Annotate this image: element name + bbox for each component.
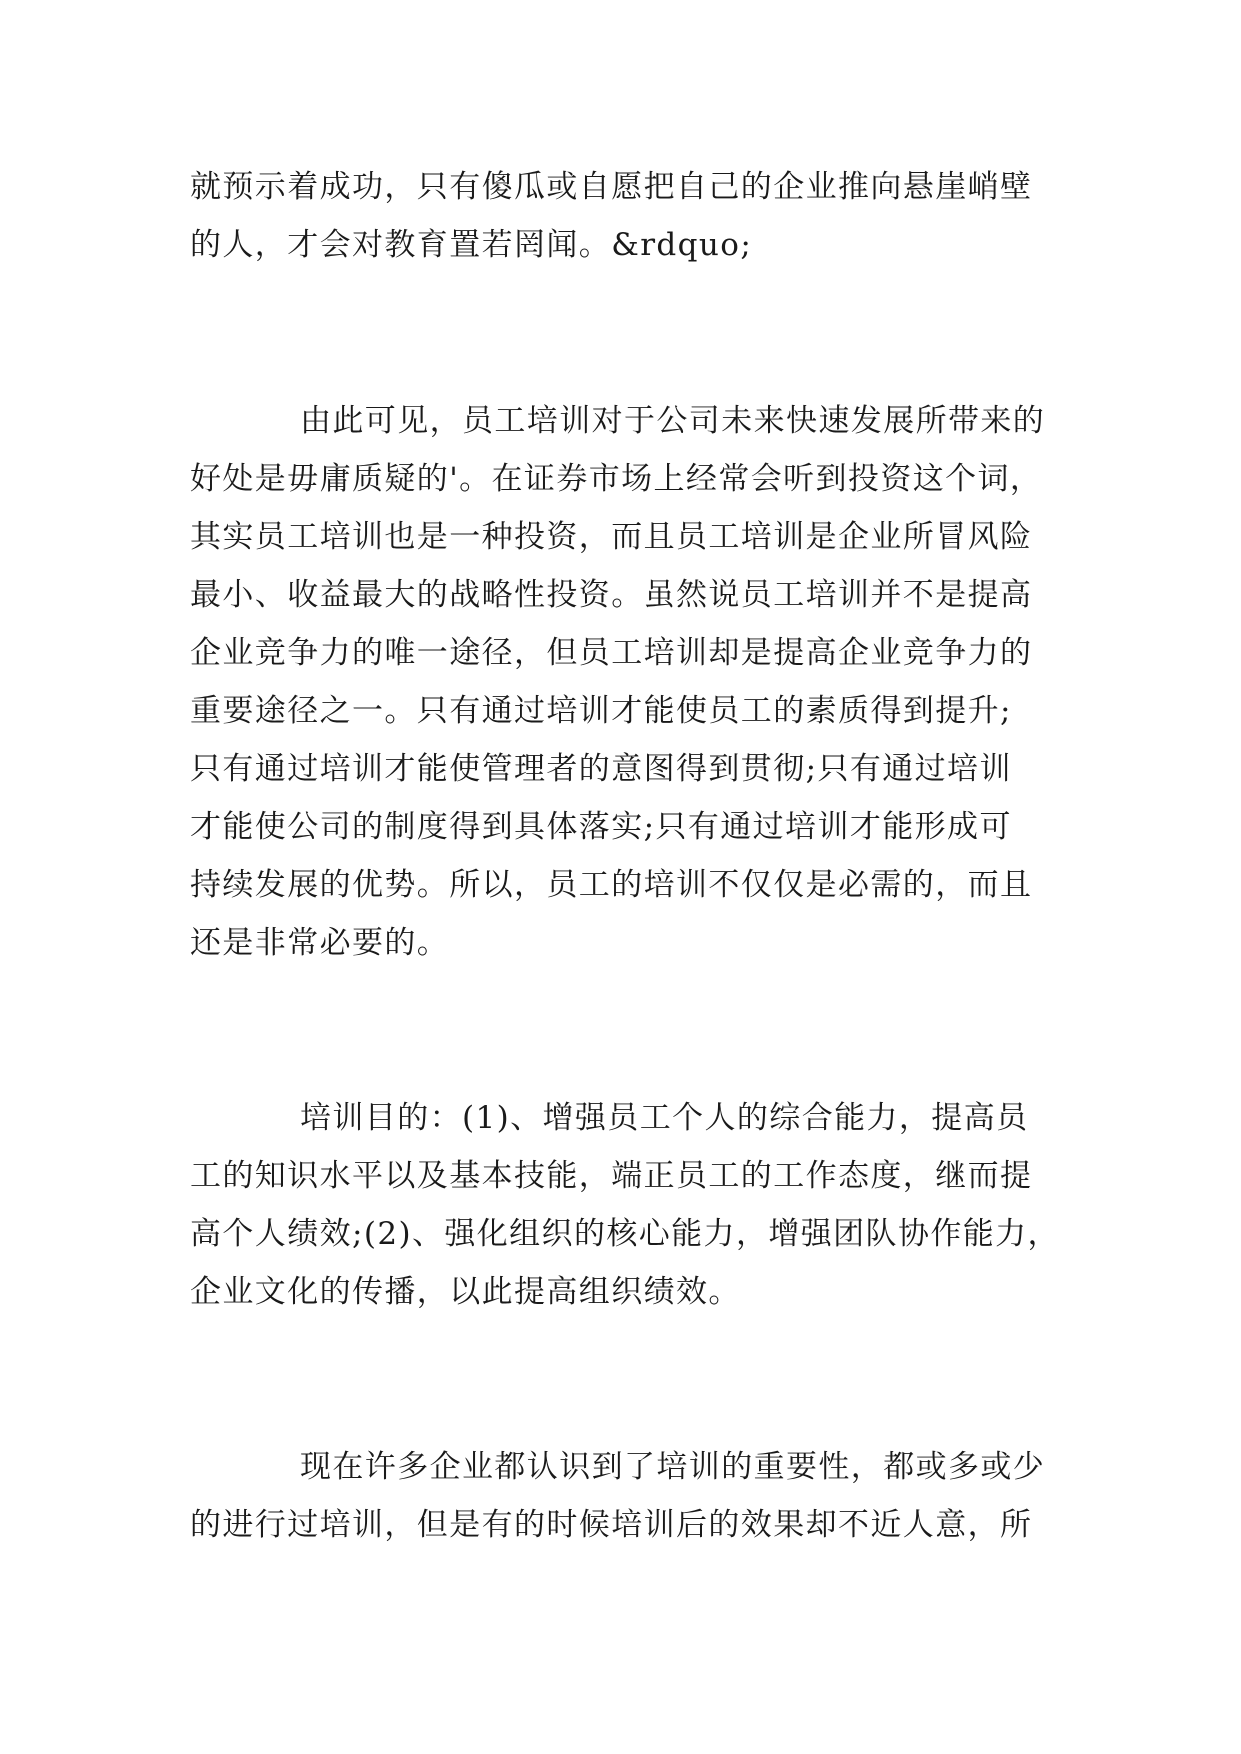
text-line: 由此可见，员工培训对于公司未来快速发展所带来的 [300, 403, 1046, 439]
text-line: 培训目的：(1)、增强员工个人的综合能力，提高员 [300, 1100, 1029, 1136]
paragraph-2 [190, 392, 1070, 972]
text-line: 企业文化的传播，以此提高组织绩效。 [190, 1274, 741, 1310]
text-line: 的人，才会对教育置若罔闻。&rdquo; [190, 227, 753, 263]
text-line: 的进行过培训，但是有的时候培训后的效果却不近人意，所 [190, 1507, 1033, 1543]
text-line: 其实员工培训也是一种投资，而且员工培训是企业所冒风险 [190, 519, 1033, 555]
text-line: 只有通过培训才能使管理者的意图得到贯彻;只有通过培训 [190, 751, 1012, 787]
text-line: 还是非常必要的。 [190, 925, 450, 961]
paragraph-3 [190, 1089, 1070, 1321]
text-line: 企业竞争力的唯一途径，但员工培训却是提高企业竞争力的 [190, 635, 1033, 671]
text-line: 最小、收益最大的战略性投资。虽然说员工培训并不是提高 [190, 577, 1033, 613]
paragraph-4 [190, 1438, 1070, 1554]
text-line: 好处是毋庸质疑的'。在证券市场上经常会听到投资这个词， [190, 461, 1043, 497]
text-line: 工的知识水平以及基本技能，端正员工的工作态度，继而提 [190, 1158, 1033, 1194]
text-line: 就预示着成功，只有傻瓜或自愿把自己的企业推向悬崖峭壁 [190, 169, 1033, 205]
text-line: 现在许多企业都认识到了培训的重要性，都或多或少 [300, 1449, 1046, 1485]
text-line: 持续发展的优势。所以，员工的培训不仅仅是必需的，而且 [190, 867, 1033, 903]
text-line: 高个人绩效;(2)、强化组织的核心能力，增强团队协作能力， [190, 1216, 1060, 1252]
paragraph-1 [190, 158, 1070, 274]
text-line: 重要途径之一。只有通过培训才能使员工的素质得到提升; [190, 693, 1012, 729]
text-line: 才能使公司的制度得到具体落实;只有通过培训才能形成可 [190, 809, 1012, 845]
